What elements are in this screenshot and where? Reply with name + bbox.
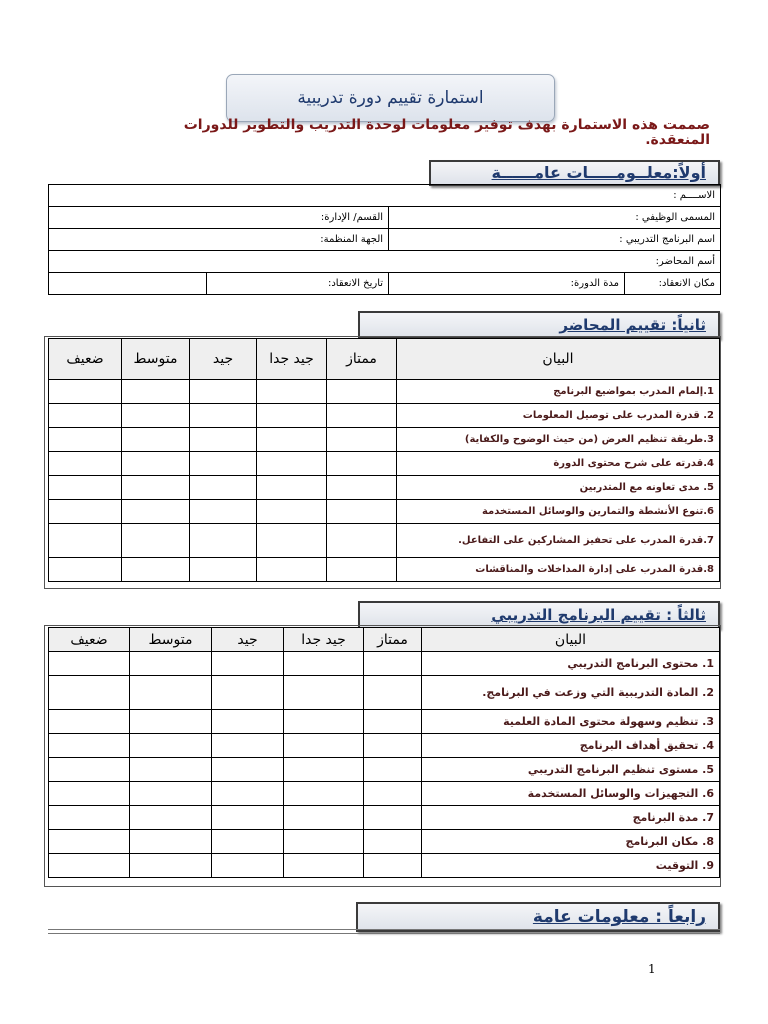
rating-cell[interactable] (364, 676, 422, 710)
form-title: استمارة تقييم دورة تدريبية (226, 74, 555, 122)
rating-cell[interactable] (212, 758, 284, 782)
criterion-label: 6.تنوع الأنشطة والتمارين والوسائل المستخدمة (397, 500, 720, 524)
table-row (49, 734, 720, 758)
table-row (49, 428, 720, 452)
rating-cell[interactable] (122, 558, 190, 582)
rating-cell[interactable] (122, 428, 190, 452)
table-row (49, 229, 721, 251)
rating-cell[interactable] (130, 782, 212, 806)
venue-label[interactable]: مكان الانعقاد: (625, 273, 721, 295)
general-info-table (48, 184, 721, 295)
table-row (49, 273, 721, 295)
rating-cell[interactable] (190, 476, 257, 500)
rating-cell[interactable] (212, 710, 284, 734)
table-row (49, 652, 720, 676)
rating-cell[interactable] (49, 428, 122, 452)
rating-cell[interactable] (284, 782, 364, 806)
rating-cell[interactable] (257, 428, 327, 452)
rating-cell[interactable] (327, 380, 397, 404)
rating-cell[interactable] (257, 404, 327, 428)
rating-cell[interactable] (284, 806, 364, 830)
table-row (49, 830, 720, 854)
criterion-label: 5. مدى تعاونه مع المتدربين (397, 476, 720, 500)
rating-cell[interactable] (212, 854, 284, 878)
rating-cell[interactable] (257, 558, 327, 582)
section4-title: رابعاً : معلومات عامة (356, 902, 720, 932)
column-header: البيان (422, 628, 720, 652)
table-row (49, 404, 720, 428)
rating-cell[interactable] (122, 404, 190, 428)
rating-cell[interactable] (130, 676, 212, 710)
rating-cell[interactable] (130, 710, 212, 734)
rating-cell[interactable] (190, 452, 257, 476)
rating-cell[interactable] (130, 734, 212, 758)
rating-cell[interactable] (327, 428, 397, 452)
rating-cell[interactable] (49, 734, 130, 758)
rating-cell[interactable] (49, 782, 130, 806)
rating-cell[interactable] (49, 758, 130, 782)
criterion-label: 2. المادة التدريبية التي وزعت في البرنامج. (422, 676, 720, 710)
rating-cell[interactable] (327, 404, 397, 428)
rating-cell[interactable] (284, 676, 364, 710)
section3-title: ثالثاً : تقييم البرنامج التدريبي (358, 601, 720, 629)
rating-cell[interactable] (212, 734, 284, 758)
rating-cell[interactable] (212, 652, 284, 676)
column-header: ممتاز (364, 628, 422, 652)
table-row (49, 380, 720, 404)
table-row (49, 251, 721, 273)
rating-cell[interactable] (130, 830, 212, 854)
table-row (49, 558, 720, 582)
criterion-label: 6. التجهيزات والوسائل المستخدمة (422, 782, 720, 806)
lecturer-evaluation-table (48, 338, 720, 582)
rating-cell[interactable] (284, 854, 364, 878)
rating-cell[interactable] (257, 500, 327, 524)
criterion-label: 4. تحقيق أهداف البرنامج (422, 734, 720, 758)
rating-cell[interactable] (284, 758, 364, 782)
rating-cell[interactable] (122, 476, 190, 500)
rating-cell[interactable] (257, 524, 327, 558)
rating-cell[interactable] (49, 404, 122, 428)
rating-cell[interactable] (190, 404, 257, 428)
rating-cell[interactable] (49, 806, 130, 830)
rating-cell[interactable] (327, 558, 397, 582)
rating-cell[interactable] (327, 452, 397, 476)
column-header: ممتاز (327, 339, 397, 380)
header-row (49, 339, 720, 380)
rating-cell[interactable] (190, 558, 257, 582)
rating-cell[interactable] (284, 710, 364, 734)
criterion-label: 1.إلمام المدرب بمواضيع البرنامج (397, 380, 720, 404)
table-row (49, 452, 720, 476)
rating-cell[interactable] (122, 524, 190, 558)
lecturer-label[interactable]: أسم المحاضر: (49, 251, 721, 273)
criterion-label: 8.قدرة المدرب على إدارة المداخلات والمناقشات (397, 558, 720, 582)
rating-cell[interactable] (364, 652, 422, 676)
rating-cell[interactable] (327, 500, 397, 524)
rating-cell[interactable] (130, 854, 212, 878)
column-header: جيد جدا (257, 339, 327, 380)
column-header: البيان (397, 339, 720, 380)
rating-cell[interactable] (327, 476, 397, 500)
organizer-label[interactable]: الجهة المنظمة: (49, 229, 389, 251)
rating-cell[interactable] (364, 806, 422, 830)
rating-cell[interactable] (364, 782, 422, 806)
column-header: جيد (190, 339, 257, 380)
rating-cell[interactable] (49, 710, 130, 734)
rating-cell[interactable] (49, 476, 122, 500)
rating-cell[interactable] (130, 652, 212, 676)
column-header: متوسط (122, 339, 190, 380)
criterion-label: 3.طريقة تنظيم العرض (من حيث الوضوح والكفاية) (397, 428, 720, 452)
rating-cell[interactable] (190, 380, 257, 404)
rating-cell[interactable] (212, 782, 284, 806)
rating-cell[interactable] (49, 652, 130, 676)
rating-cell[interactable] (364, 734, 422, 758)
rating-cell[interactable] (212, 806, 284, 830)
rating-cell[interactable] (49, 524, 122, 558)
table-row (49, 185, 721, 207)
table-row (49, 476, 720, 500)
rating-cell[interactable] (364, 854, 422, 878)
rating-cell[interactable] (190, 524, 257, 558)
criterion-label: 7.قدرة المدرب على تحفيز المشاركين على التفاعل. (397, 524, 720, 558)
rating-cell[interactable] (284, 652, 364, 676)
column-header: ضعيف (49, 628, 130, 652)
rating-cell[interactable] (257, 452, 327, 476)
rating-cell[interactable] (49, 830, 130, 854)
rating-cell[interactable] (257, 476, 327, 500)
table-row (49, 854, 720, 878)
section2-title: ثانياً: تقييم المحاضر (358, 311, 720, 339)
section1-title: أولاً:معلــومـــــات عامــــــة (429, 160, 720, 186)
column-header: جيد جدا (284, 628, 364, 652)
rating-cell[interactable] (49, 854, 130, 878)
rating-cell[interactable] (284, 734, 364, 758)
criterion-label: 1. محتوى البرنامج التدريبي (422, 652, 720, 676)
rating-cell[interactable] (49, 380, 122, 404)
empty-cell[interactable] (49, 273, 207, 295)
header-row (49, 628, 720, 652)
intro-text: صممت هذه الاستمارة بهدف توفير معلومات لوحدة التدريب والتطوير للدورات المنعقدة. (183, 117, 710, 148)
table-row (49, 710, 720, 734)
rating-cell[interactable] (364, 830, 422, 854)
rating-cell[interactable] (49, 452, 122, 476)
column-header: جيد (212, 628, 284, 652)
criterion-label: 5. مستوى تنظيم البرنامج التدريبي (422, 758, 720, 782)
name-label[interactable]: الاســــم : (49, 185, 721, 207)
date-label[interactable]: تاريخ الانعقاد: (207, 273, 389, 295)
department-label[interactable]: القسم/ الإدارة: (49, 207, 389, 229)
table-row (49, 782, 720, 806)
rating-cell[interactable] (284, 830, 364, 854)
table-row (49, 500, 720, 524)
criterion-label: 4.قدرته على شرح محتوى الدورة (397, 452, 720, 476)
rating-cell[interactable] (212, 676, 284, 710)
rating-cell[interactable] (190, 428, 257, 452)
rating-cell[interactable] (49, 500, 122, 524)
table-row (49, 758, 720, 782)
rating-cell[interactable] (122, 452, 190, 476)
criterion-label: 9. التوقيت (422, 854, 720, 878)
rating-cell[interactable] (49, 558, 122, 582)
divider (48, 929, 720, 934)
criterion-label: 2. قدرة المدرب على توصيل المعلومات (397, 404, 720, 428)
rating-cell[interactable] (122, 380, 190, 404)
job-title-label[interactable]: المسمى الوظيفي : (389, 207, 721, 229)
rating-cell[interactable] (364, 758, 422, 782)
column-header: ضعيف (49, 339, 122, 380)
rating-cell[interactable] (212, 830, 284, 854)
rating-cell[interactable] (130, 758, 212, 782)
rating-cell[interactable] (130, 806, 212, 830)
column-header: متوسط (130, 628, 212, 652)
criterion-label: 7. مدة البرنامج (422, 806, 720, 830)
criterion-label: 3. تنظيم وسهولة محتوى المادة العلمية (422, 710, 720, 734)
criterion-label: 8. مكان البرنامج (422, 830, 720, 854)
rating-cell[interactable] (122, 500, 190, 524)
rating-cell[interactable] (327, 524, 397, 558)
table-row (49, 676, 720, 710)
table-row (49, 207, 721, 229)
page-number: 1 (648, 962, 656, 976)
rating-cell[interactable] (364, 710, 422, 734)
table-row (49, 524, 720, 558)
program-evaluation-table (48, 627, 720, 878)
duration-label[interactable]: مدة الدورة: (389, 273, 625, 295)
rating-cell[interactable] (257, 380, 327, 404)
rating-cell[interactable] (49, 676, 130, 710)
program-name-label[interactable]: اسم البرنامج التدريبي : (389, 229, 721, 251)
rating-cell[interactable] (190, 500, 257, 524)
table-row (49, 806, 720, 830)
